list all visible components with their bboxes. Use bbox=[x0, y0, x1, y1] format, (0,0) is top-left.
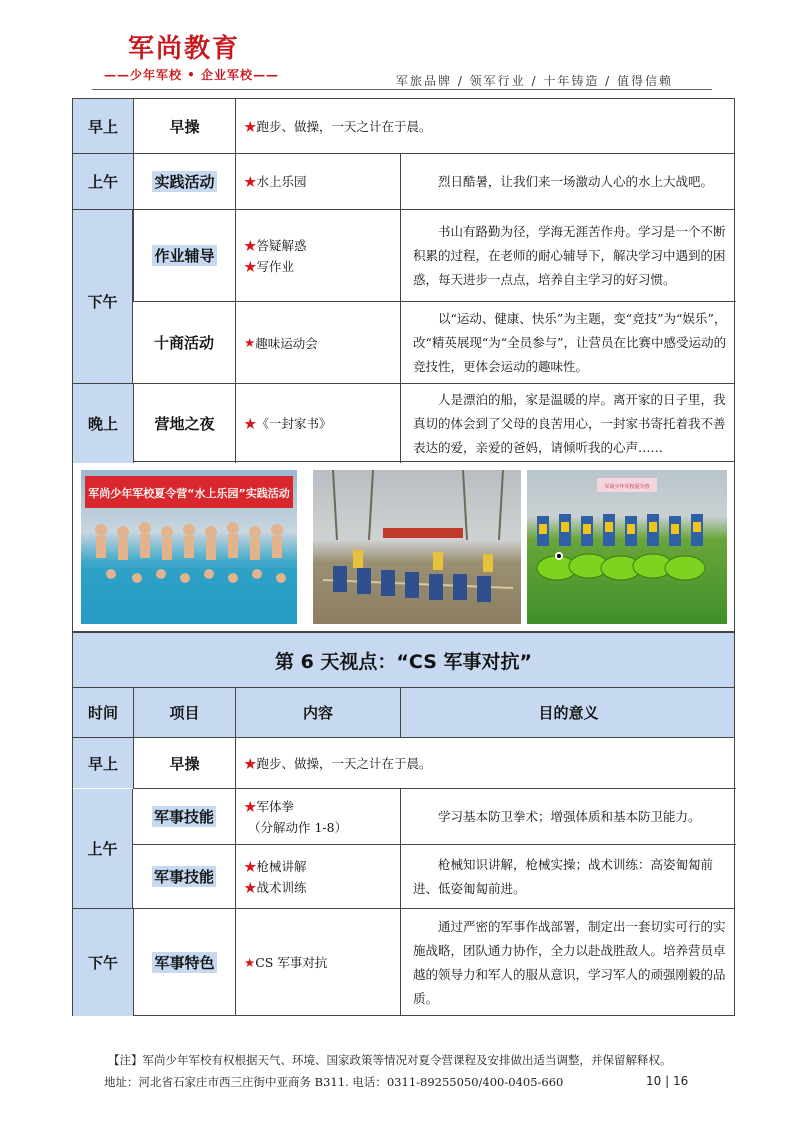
star-icon: ★ bbox=[244, 798, 257, 814]
star-icon: ★ bbox=[244, 118, 257, 134]
star-icon: ★ bbox=[244, 174, 257, 189]
time-cell: 晚上 bbox=[73, 384, 133, 463]
purpose-cell: 烈日酷暑，让我们来一场激动人心的水上大战吧。 bbox=[400, 154, 736, 209]
star-icon: ★ bbox=[244, 416, 257, 431]
content-line: ★水上乐园 bbox=[244, 174, 307, 189]
photo-strip bbox=[72, 462, 735, 632]
table-row bbox=[73, 153, 734, 209]
star-icon: ★ bbox=[244, 335, 256, 350]
schedule-table-day6 bbox=[72, 738, 735, 1016]
item-label: 军事特色 bbox=[154, 954, 215, 972]
content-line: ★答疑解惑 bbox=[244, 237, 307, 253]
item-cell bbox=[133, 210, 235, 301]
time-cell: 早上 bbox=[73, 99, 133, 153]
content-cell: ★ 趣味运动会 bbox=[235, 302, 400, 383]
brand-slogan: 军旅品牌 / 领军行业 / 十年铸造 / 值得信赖 bbox=[396, 74, 674, 88]
table-row bbox=[133, 301, 736, 383]
item-cell: 营地之夜 bbox=[133, 384, 235, 463]
purpose-cell: 枪械知识讲解，枪械实操；战术训练：高姿匍匐前进、低姿匍匐前进。 bbox=[400, 845, 736, 908]
content-cell bbox=[235, 909, 400, 1016]
item-label: 军事技能 bbox=[153, 808, 214, 826]
purpose-cell: 学习基本防卫拳术；增强体质和基本防卫能力。 bbox=[400, 789, 736, 844]
item-label: 作业辅导 bbox=[154, 247, 215, 265]
item-cell bbox=[133, 845, 235, 908]
table-row bbox=[133, 844, 736, 908]
photo-sign-text: 军尚少年军校夏令营 bbox=[604, 484, 650, 490]
table-row bbox=[73, 383, 734, 463]
content-line: （分解动作 1-8） bbox=[248, 819, 348, 835]
content-line: ★战术训练 bbox=[244, 879, 307, 895]
brand-subtitle: ——少年军校 • 企业军校—— bbox=[104, 68, 280, 82]
time-cell: 早上 bbox=[73, 738, 133, 788]
content-cell bbox=[235, 384, 400, 463]
header-time: 时间 bbox=[87, 704, 118, 722]
content-line: ★《一封家书》 bbox=[244, 416, 332, 431]
content-line: ★枪械讲解 bbox=[244, 858, 307, 874]
brand-logo: 军尚教育 bbox=[128, 34, 241, 64]
content-line: ★跑步、做操，一天之计在于晨。 bbox=[244, 755, 432, 771]
header-divider bbox=[92, 89, 712, 90]
table-row bbox=[73, 99, 734, 153]
table-row bbox=[73, 738, 734, 788]
star-icon: ★ bbox=[244, 258, 257, 274]
photo-tug-of-war bbox=[313, 470, 521, 624]
page-number: 10 | 16 bbox=[646, 1074, 689, 1088]
content-cell bbox=[235, 789, 400, 844]
content-line: ★军体拳 bbox=[244, 798, 295, 814]
content-line: ★跑步、做操，一天之计在于晨。 bbox=[244, 118, 432, 134]
item-cell bbox=[133, 909, 235, 1016]
table-row bbox=[73, 209, 734, 301]
photo-water-park bbox=[81, 470, 297, 624]
photo-water-park-graphic bbox=[81, 470, 297, 624]
star-icon: ★ bbox=[244, 237, 257, 253]
table-row bbox=[133, 788, 736, 844]
time-cell: 上午 bbox=[73, 154, 133, 209]
photo-tug-of-war-graphic bbox=[313, 470, 521, 624]
star-icon: ★ bbox=[244, 755, 257, 771]
banner-text: 军尚少年军校夏令营“水上乐园”实践活动 bbox=[88, 487, 290, 500]
content-line: ★CS 军事对抗 bbox=[244, 955, 328, 970]
purpose-cell: 以“运动、健康、快乐”为主题，变“竞技”为“娱乐”，改“精英展现“为“全员参与”，让营员在比赛中感受运动的竞技性，更体会运动的趣味性。 bbox=[400, 302, 736, 383]
star-icon: ★ bbox=[244, 879, 257, 895]
header-purpose: 目的意义 bbox=[400, 688, 736, 737]
content-cell bbox=[235, 99, 736, 153]
table-row bbox=[73, 908, 734, 1016]
item-label: 实践活动 bbox=[154, 173, 215, 191]
photo-caterpillar-race bbox=[527, 470, 727, 624]
star-icon: ★ bbox=[244, 858, 257, 874]
content-cell bbox=[235, 210, 400, 301]
item-cell: 早操 bbox=[133, 738, 235, 788]
item-label: 军事技能 bbox=[153, 868, 214, 886]
item-cell bbox=[133, 154, 235, 209]
time-cell: 下午 bbox=[73, 909, 133, 1016]
purpose-cell: 通过严密的军事作战部署，制定出一套切实可行的实施战略，团队通力协作，全力以赴战胜敌人。培养营员卓越的领导力和军人的服从意识，学习军人的顽强刚毅的品质。 bbox=[400, 909, 736, 1016]
item-cell bbox=[133, 789, 235, 844]
header-item: 项目 bbox=[133, 688, 235, 737]
purpose-cell: 书山有路勤为径，学海无涯苦作舟。学习是一个不断积累的过程，在老师的耐心辅导下，解决学习中遇到的困惑，每天进步一点点，培养自主学习的好习惯。 bbox=[400, 210, 736, 301]
section-title: 第 6 天视点：“CS 军事对抗” bbox=[72, 632, 735, 688]
schedule-table-day5 bbox=[72, 98, 735, 462]
header-content: 内容 bbox=[235, 688, 400, 737]
photo-caterpillar-race-graphic bbox=[527, 470, 727, 624]
purpose-cell: 人是漂泊的船，家是温暖的岸。离开家的日子里，我真切的体会到了父母的良苦用心，一封家书寄托着我不善表达的爱，亲爱的爸妈，请倾听我的心声…… bbox=[400, 384, 736, 463]
footer-address: 地址：河北省石家庄市西三庄街中亚商务 B311. 电话：0311-89255050/400-0405-660 bbox=[104, 1075, 564, 1089]
content-cell bbox=[235, 154, 400, 209]
star-icon: ★ bbox=[244, 955, 256, 970]
content-line: ★写作业 bbox=[244, 258, 295, 274]
time-cell-morning: 上午 bbox=[73, 789, 133, 908]
footer-note: 【注】军尚少年军校有权根据天气、环境、国家政策等情况对夏令营课程及安排做出适当调整，并保留解释权。 bbox=[108, 1053, 672, 1067]
table-header bbox=[72, 688, 735, 738]
item-cell: 十商活动 bbox=[153, 334, 214, 352]
time-cell-afternoon: 下午 bbox=[73, 210, 133, 393]
item-cell: 早操 bbox=[133, 99, 235, 153]
content-cell bbox=[235, 738, 736, 788]
content-cell bbox=[235, 845, 400, 908]
